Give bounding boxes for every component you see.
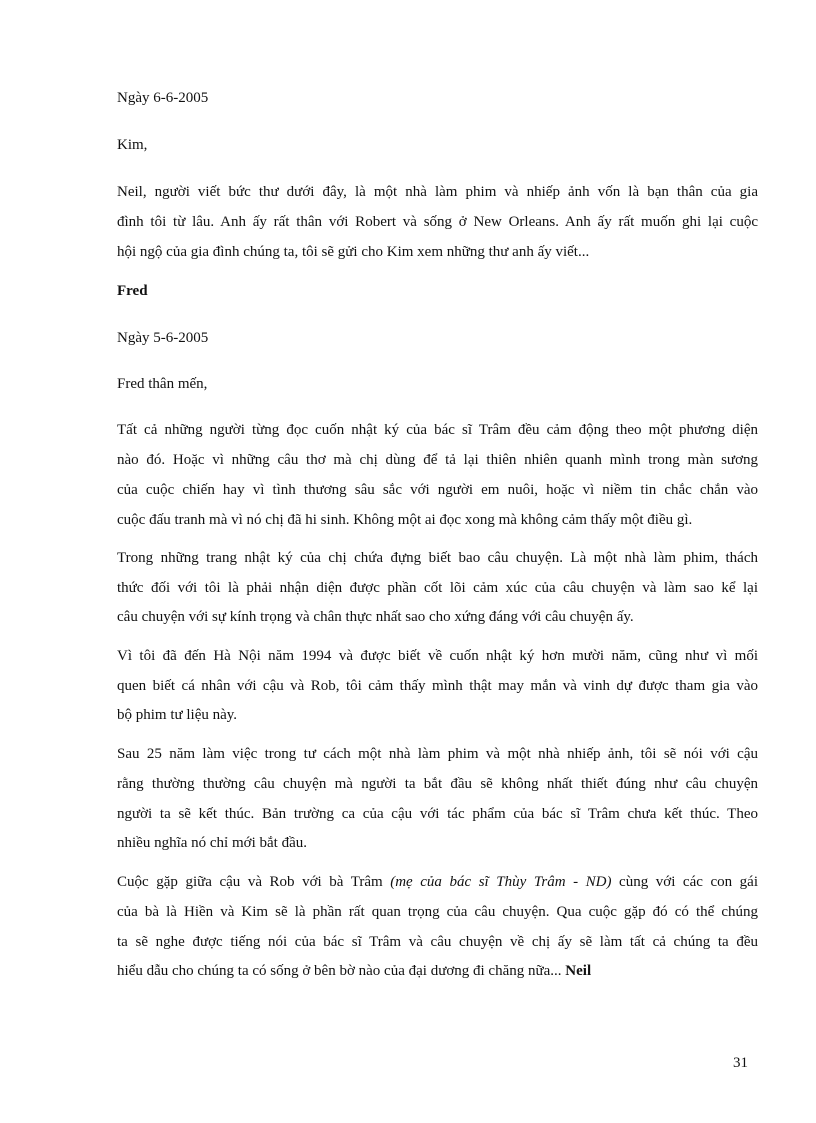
paragraph-4-line: nhiều nghĩa nó chỉ mới bắt đầu. — [117, 835, 307, 851]
paragraph-3-line: quen biết cá nhân với cậu và Rob, tôi cảm thấy mình thật may mắn và vinh dự được tham gia vào — [117, 678, 758, 694]
letter1-date: Ngày 6-6-2005 — [117, 90, 209, 106]
paragraph-2-line: Trong những trang nhật ký của chị chứa đựng biết bao câu chuyện. Là một nhà làm phim, thách — [117, 550, 758, 566]
paragraph-1-line: nào đó. Hoặc vì những câu thơ mà chị dùng để tả lại thiên nhiên quanh mình trong màn sương — [117, 452, 758, 468]
paragraph-1-line: cuộc đấu tranh mà vì nó chị đã hi sinh. Không một ai đọc xong mà không cảm thấy một điều gì. — [117, 512, 693, 528]
letter2-signature: Neil — [565, 963, 592, 979]
paragraph-5-text: Cuộc gặp giữa cậu và Rob với bà Trâm — [117, 874, 391, 890]
letter1-salutation: Kim, — [117, 137, 148, 153]
paragraph-4-line: người ta sẽ kết thúc. Bản trường ca của cậu với tác phẩm của bác sĩ Trâm chưa kết thúc. Theo — [117, 806, 758, 822]
paragraph-5-text: hiểu dẫu cho chúng ta có sống ở bên bờ nào của đại dương đi chăng nữa... — [117, 963, 566, 979]
paragraph-3-line: bộ phim tư liệu này. — [117, 707, 238, 723]
letter1-signature: Fred — [117, 283, 148, 299]
paragraph-5-line — [117, 961, 591, 981]
paragraph-4-line: Sau 25 năm làm việc trong tư cách một nhà làm phim và một nhà nhiếp ảnh, tôi sẽ nói với cậu — [117, 746, 758, 762]
editor-note: (mẹ của bác sĩ Thùy Trâm - ND) — [390, 874, 612, 890]
paragraph-5-text: cùng với các con gái — [611, 874, 758, 890]
paragraph-2-line: thức đối với tôi là phải nhận diện được phần cốt lõi cảm xúc của câu chuyện và làm sao kể lại — [117, 580, 758, 596]
letter1-body-line: Neil, người viết bức thư dưới đây, là một nhà làm phim và nhiếp ảnh vốn là bạn thân của gia — [117, 184, 758, 200]
letter1-body-line: hội ngộ của gia đình chúng ta, tôi sẽ gửi cho Kim xem những thư anh ấy viết... — [117, 244, 590, 260]
letter2-date: Ngày 5-6-2005 — [117, 330, 209, 346]
paragraph-3-line: Vì tôi đã đến Hà Nội năm 1994 và được biết về cuốn nhật ký hơn mười năm, cũng như vì mối — [117, 648, 758, 664]
letter2-salutation: Fred thân mến, — [117, 376, 208, 392]
letter1-body-line: đình tôi từ lâu. Anh ấy rất thân với Robert và sống ở New Orleans. Anh ấy rất muốn ghi lại cuộc — [117, 214, 758, 230]
paragraph-5-line — [117, 872, 758, 892]
paragraph-2-line: câu chuyện với sự kính trọng và chân thực nhất sao cho xứng đáng với câu chuyện ấy. — [117, 609, 634, 625]
page-number: 31 — [733, 1055, 748, 1071]
paragraph-1-line: Tất cả những người từng đọc cuốn nhật ký của bác sĩ Trâm đều cảm động theo một phương diện — [117, 422, 758, 438]
paragraph-5-line: của bà là Hiền và Kim sẽ là phần rất quan trọng của câu chuyện. Qua cuộc gặp đó có thể chúng — [117, 904, 758, 920]
paragraph-1-line: của cuộc chiến hay vì tình thương sâu sắc với người em nuôi, hoặc vì niềm tin chắc chắn vào — [117, 482, 758, 498]
paragraph-4-line: rằng thường thường câu chuyện mà người ta bắt đầu sẽ không nhất thiết đúng như câu chuyện — [117, 776, 758, 792]
paragraph-5-line: ta sẽ nghe được tiếng nói của bác sĩ Trâm và câu chuyện về chị ấy sẽ làm tất cả chúng ta đều — [117, 934, 758, 950]
